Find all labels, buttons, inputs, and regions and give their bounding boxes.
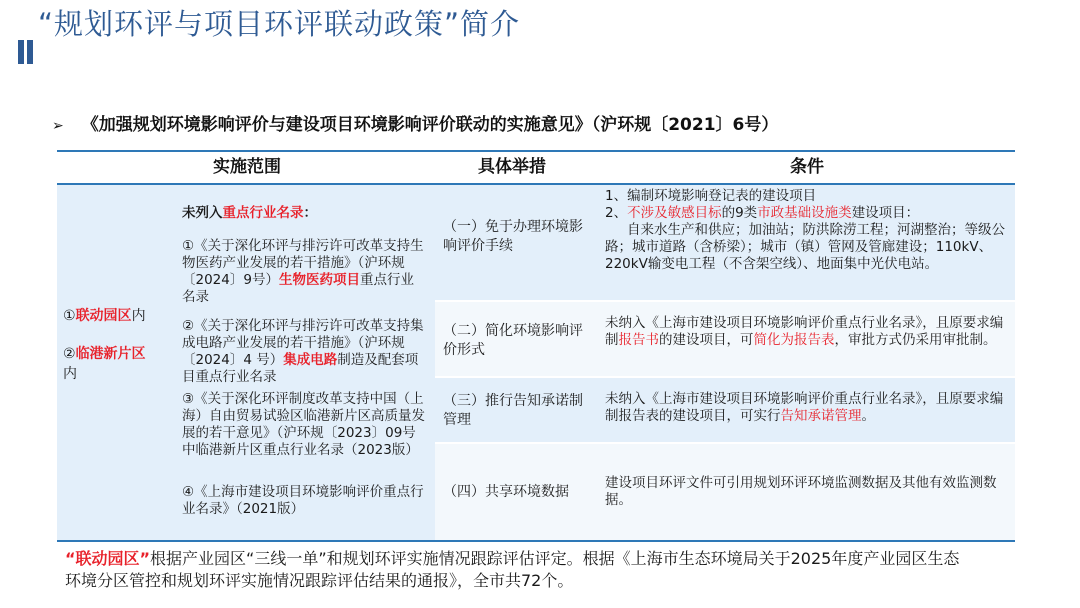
list-item-1: ①《关于深化环评与排污许可改革支持生物医药产业发展的若干措施》（沪环规〔2024〕9号）生物医药项目重点行业名录 [182,238,424,305]
table-bottom-rule [57,540,1015,542]
measure-2: （二）简化环境影响评价形式 [443,323,583,358]
scope-area-1: ①联动园区内 [63,308,146,324]
header-measures: 具体举措 [478,157,546,177]
measure-1: （一）免于办理环境影响评价手续 [443,219,583,254]
list-intro: 未列入重点行业名录： [182,205,317,221]
condition-1 [605,188,1010,273]
list-item-4: ④《上海市建设项目环境影响评价重点行业名录》（2021版） [182,484,424,517]
condition-1-line-2: 2、不涉及敏感目标的9类市政基础设施类建设项目： [605,205,920,221]
condition-1-line-1: 1、编制环境影响登记表的建设项目 [605,188,817,204]
policy-table [57,150,1015,542]
condition-4: 建设项目环评文件可引用规划环评环境监测数据及其他有效监测数据。 [605,475,997,508]
condition-3: 未纳入《上海市建设项目环境影响评价重点行业名录》，且原要求编制报告表的建设项目，可实行告知承诺管理。 [605,391,1004,424]
measure-4: （四）共享环境数据 [443,484,569,500]
list-item-2: ②《关于深化环评与排污许可改革支持集成电路产业发展的若干措施》（沪环规〔2024〕4 号）集成电路制造及配套项目重点行业名录 [182,318,424,385]
policy-subtitle [52,110,778,135]
page-title: “规划环评与项目环评联动政策”简介 [38,7,521,41]
condition-2: 未纳入《上海市建设项目环境影响评价重点行业名录》，且原要求编制报告书的建设项目，可简化为报告表，审批方式仍采用审批制。 [605,315,1004,348]
header-scope: 实施范围 [213,157,281,177]
title-accent-bar-2 [27,40,33,64]
arrow-bullet-icon: ➢ [52,118,64,134]
condition-1-detail: 自来水生产和供应；加油站；防洪除涝工程；河湖整治；等级公路；城市道路（含桥梁）；城市（镇）管网及管廊建设；110kV、220kV输变电工程（不含架空线）、地面集中光伏电站。 [605,222,1005,272]
title-accent-bar [18,40,24,64]
header-conditions: 条件 [790,157,824,177]
footnote: “联动园区”根据产业园区“三线一单”和规划环评实施情况跟踪评估评定。根据《上海市生态环境局关于2025年度产业园区生态环境分区管控和规划环评实施情况跟踪评估结果的通报》，全市共72个。 [65,549,960,590]
policy-title: 《加强规划环境影响评价与建设项目环境影响评价联动的实施意见》（沪环规〔2021〕6号） [81,115,779,135]
scope-area-2: ②临港新片区 内 [63,346,146,382]
measure-3: （三）推行告知承诺制管理 [443,393,583,428]
list-item-3: ③《关于深化环评制度改革支持中国（上海）自由贸易试验区临港新片区高质量发展的若干意见》（沪环规〔2023〕09号中临港新片区重点行业名录（2023版） [182,391,425,458]
